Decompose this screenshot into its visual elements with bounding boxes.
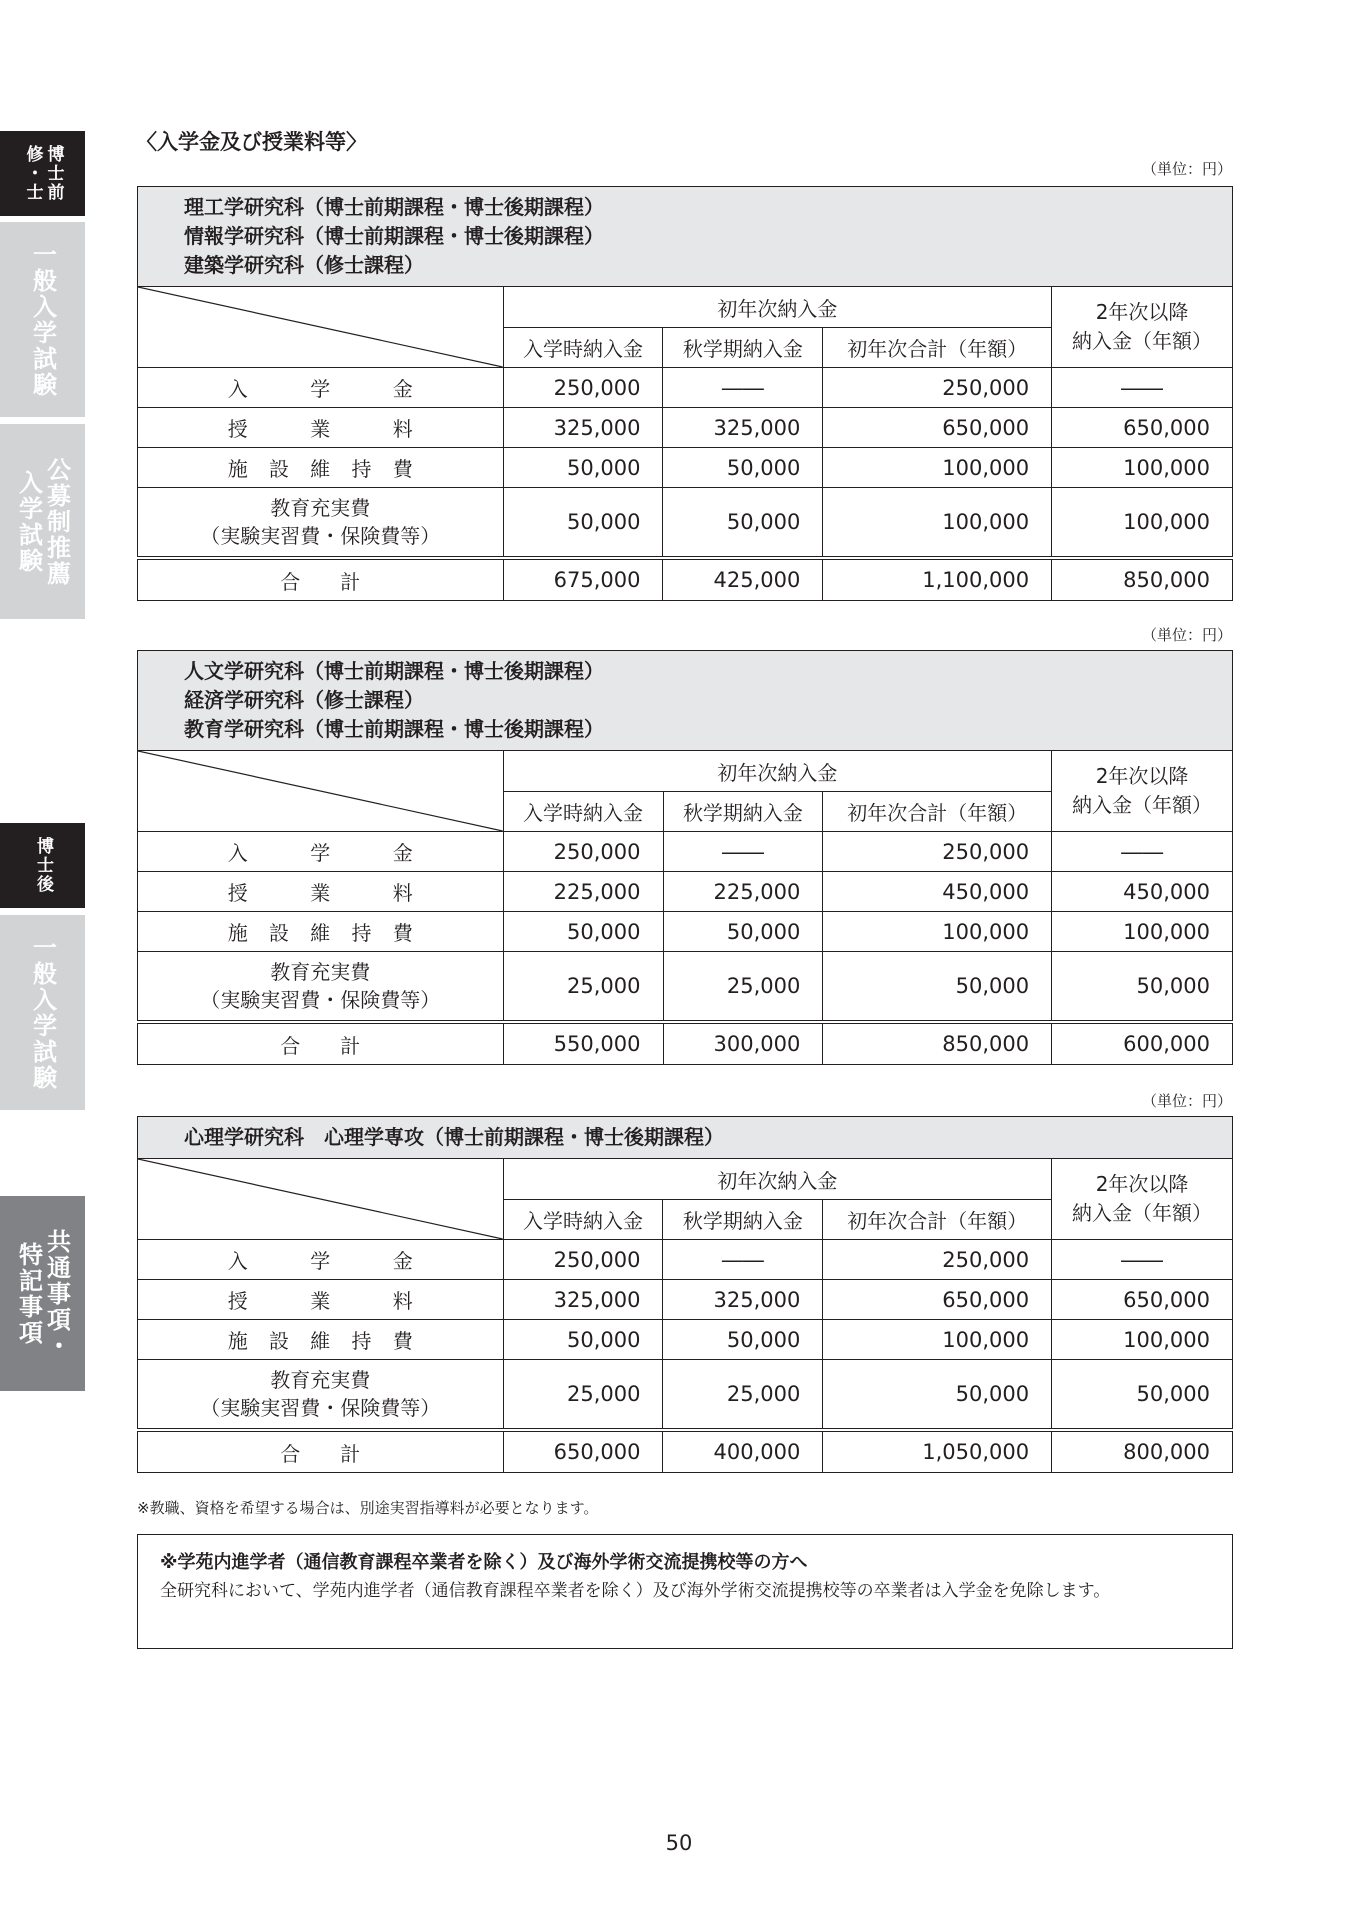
- cell-value: 250,000: [823, 832, 1052, 872]
- row-label: 合 計: [280, 1033, 361, 1058]
- row-entrance: [138, 832, 1233, 872]
- row-label: 施 設 維 持 費: [227, 921, 413, 945]
- row-entrance: [138, 1240, 1233, 1280]
- cell-value: ――: [1052, 832, 1233, 872]
- tab-label-col1: 博士前: [43, 145, 64, 202]
- page-number: 50: [665, 1831, 693, 1855]
- program-name: 情報学研究科（博士前期課程・博士後期課程）: [184, 224, 604, 248]
- notice-title: ※学苑内進学者（通信教育課程卒業者を除く）及び海外学術交流提携校等の方へ: [160, 1552, 808, 1573]
- cell-value: 50,000: [823, 1360, 1052, 1431]
- cell-value: 550,000: [503, 1022, 663, 1065]
- cell-value: 325,000: [503, 408, 663, 448]
- row-label: 入 学 金: [227, 1249, 413, 1273]
- program-names: [138, 1117, 1233, 1159]
- row-label: 教育充実費: [270, 960, 371, 984]
- cell-value: 50,000: [503, 488, 663, 559]
- row-sublabel: （実験実習費・保険費等）: [200, 524, 441, 548]
- diagonal-line: [138, 1159, 503, 1239]
- tab-recommendation-exam[interactable]: [0, 424, 85, 619]
- diagonal-corner-cell: [138, 1159, 504, 1240]
- program-header-row: [138, 187, 1233, 287]
- row-label: 授 業 料: [227, 417, 413, 441]
- row-education: [138, 952, 1233, 1023]
- cell-value: 450,000: [823, 872, 1052, 912]
- row-total: [138, 1022, 1233, 1065]
- cell-value: 250,000: [823, 368, 1052, 408]
- program-names: [138, 187, 1233, 287]
- admission-pay-header: 入学時納入金: [503, 1200, 663, 1240]
- tab-master-doctor-first[interactable]: [0, 131, 85, 216]
- cell-value: 100,000: [1052, 912, 1233, 952]
- row-education: [138, 488, 1233, 559]
- autumn-pay-header: 秋学期納入金: [663, 1200, 823, 1240]
- cell-value: 675,000: [503, 558, 663, 601]
- first-year-header: 初年次納入金: [503, 751, 1052, 792]
- cell-value: 100,000: [823, 448, 1052, 488]
- row-label: 施 設 維 持 費: [227, 457, 413, 481]
- after-second-year-header: [1052, 287, 1233, 368]
- admission-pay-header: 入学時納入金: [503, 792, 663, 832]
- after-header-line1: 2年次以降: [1095, 300, 1189, 324]
- cell-value: 50,000: [1052, 1360, 1233, 1431]
- notice-box: [137, 1534, 1233, 1649]
- row-label: 教育充実費: [270, 496, 371, 520]
- cell-value: 325,000: [663, 408, 823, 448]
- cell-value: 250,000: [503, 832, 663, 872]
- cell-value: 100,000: [1052, 448, 1233, 488]
- fee-table: [137, 186, 1233, 601]
- fee-table: [137, 650, 1233, 1065]
- cell-value: 100,000: [823, 912, 1052, 952]
- cell-value: 250,000: [503, 1240, 663, 1280]
- tab-label: 一般入学試験: [28, 934, 57, 1091]
- row-label: 授 業 料: [227, 881, 413, 905]
- row-label: 入 学 金: [227, 377, 413, 401]
- autumn-pay-header: 秋学期納入金: [663, 328, 823, 368]
- notice-body: 全研究科において、学苑内進学者（通信教育課程卒業者を除く）及び海外学術交流提携校等の卒業者は入学金を免除します。: [160, 1581, 1111, 1601]
- row-label: 入 学 金: [227, 841, 413, 865]
- after-second-year-header: [1052, 1159, 1233, 1240]
- cell-value: 225,000: [663, 872, 823, 912]
- row-label: 施 設 維 持 費: [227, 1329, 413, 1353]
- autumn-pay-header: 秋学期納入金: [663, 792, 823, 832]
- tab-label-col2: 特記事項: [14, 1241, 43, 1346]
- row-tuition: [138, 872, 1233, 912]
- cell-value: 100,000: [1052, 1320, 1233, 1360]
- row-entrance: [138, 368, 1233, 408]
- program-name: 教育学研究科（博士前期課程・博士後期課程）: [184, 717, 604, 741]
- cell-value: 325,000: [663, 1280, 823, 1320]
- cell-value: 400,000: [663, 1430, 823, 1473]
- row-sublabel: （実験実習費・保険費等）: [200, 988, 441, 1012]
- cell-value: 300,000: [663, 1022, 823, 1065]
- cell-value: ――: [663, 832, 823, 872]
- row-facility: [138, 1320, 1233, 1360]
- row-tuition: [138, 1280, 1233, 1320]
- cell-value: 650,000: [823, 1280, 1052, 1320]
- tab-label-col2: 入学試験: [14, 469, 43, 574]
- diagonal-corner-cell: [138, 751, 504, 832]
- fee-table: [137, 1116, 1233, 1473]
- admission-pay-header: 入学時納入金: [503, 328, 663, 368]
- cell-value: 50,000: [1052, 952, 1233, 1023]
- row-sublabel: （実験実習費・保険費等）: [200, 1396, 441, 1420]
- cell-value: 1,100,000: [823, 558, 1052, 601]
- first-year-total-header: 初年次合計（年額）: [823, 328, 1052, 368]
- program-name: 理工学研究科（博士前期課程・博士後期課程）: [184, 195, 604, 219]
- section-title: 〈入学金及び授業料等〉: [136, 130, 367, 154]
- footnote: ※教職、資格を希望する場合は、別途実習指導料が必要となります。: [137, 1499, 599, 1517]
- cell-value: 225,000: [503, 872, 663, 912]
- cell-value: 650,000: [503, 1430, 663, 1473]
- program-name: 心理学研究科 心理学専攻（博士前期課程・博士後期課程）: [184, 1125, 724, 1149]
- cell-value: 50,000: [503, 1320, 663, 1360]
- program-header-row: [138, 1117, 1233, 1159]
- row-label: 合 計: [280, 569, 361, 594]
- after-header-line1: 2年次以降: [1095, 1172, 1189, 1196]
- tab-general-exam-1[interactable]: [0, 222, 85, 417]
- first-year-header: 初年次納入金: [503, 1159, 1052, 1200]
- cell-value: 25,000: [663, 1360, 823, 1431]
- cell-value: 25,000: [503, 952, 663, 1023]
- row-label: 合 計: [280, 1441, 361, 1466]
- tab-label-col1: 公募制推薦: [42, 456, 71, 587]
- cell-value: ――: [663, 1240, 823, 1280]
- cell-value: 650,000: [1052, 1280, 1233, 1320]
- tab-doctor-later[interactable]: [0, 823, 85, 908]
- cell-value: 450,000: [1052, 872, 1233, 912]
- first-year-total-header: 初年次合計（年額）: [823, 1200, 1052, 1240]
- cell-value: 100,000: [823, 1320, 1052, 1360]
- row-facility: [138, 448, 1233, 488]
- cell-value: 250,000: [823, 1240, 1052, 1280]
- cell-value: 650,000: [1052, 408, 1233, 448]
- diagonal-line: [138, 287, 503, 367]
- tab-label: 一般入学試験: [28, 241, 57, 398]
- cell-value: 100,000: [1052, 488, 1233, 559]
- after-header-line2: 納入金（年額）: [1072, 1201, 1213, 1225]
- cell-value: 425,000: [663, 558, 823, 601]
- tab-common-notes[interactable]: [0, 1196, 85, 1391]
- unit-label: （単位：円）: [1141, 626, 1232, 644]
- cell-value: 50,000: [503, 448, 663, 488]
- tab-label: 博士後: [33, 837, 53, 894]
- program-name: 人文学研究科（博士前期課程・博士後期課程）: [184, 659, 604, 683]
- cell-value: 25,000: [503, 1360, 663, 1431]
- cell-value: 250,000: [503, 368, 663, 408]
- cell-value: 850,000: [1052, 558, 1233, 601]
- cell-value: 850,000: [823, 1022, 1052, 1065]
- unit-label: （単位：円）: [1141, 1092, 1232, 1110]
- row-total: [138, 558, 1233, 601]
- program-names: [138, 651, 1233, 751]
- cell-value: 50,000: [663, 1320, 823, 1360]
- cell-value: ――: [1052, 368, 1233, 408]
- cell-value: 325,000: [503, 1280, 663, 1320]
- cell-value: 50,000: [503, 912, 663, 952]
- first-year-header: 初年次納入金: [503, 287, 1052, 328]
- diagonal-line: [138, 751, 503, 831]
- tab-label-col2: 修・士: [22, 145, 43, 202]
- row-total: [138, 1430, 1233, 1473]
- first-year-total-header: 初年次合計（年額）: [823, 792, 1052, 832]
- cell-value: 50,000: [663, 448, 823, 488]
- cell-value: 50,000: [663, 488, 823, 559]
- after-header-line2: 納入金（年額）: [1072, 793, 1213, 817]
- after-header-line2: 納入金（年額）: [1072, 329, 1213, 353]
- cell-value: 1,050,000: [823, 1430, 1052, 1473]
- cell-value: ――: [663, 368, 823, 408]
- row-education: [138, 1360, 1233, 1431]
- tab-label-col1: 共通事項・: [42, 1228, 71, 1359]
- cell-value: 600,000: [1052, 1022, 1233, 1065]
- row-tuition: [138, 408, 1233, 448]
- cell-value: 50,000: [663, 912, 823, 952]
- row-label: 授 業 料: [227, 1289, 413, 1313]
- after-second-year-header: [1052, 751, 1233, 832]
- cell-value: 100,000: [823, 488, 1052, 559]
- cell-value: 25,000: [663, 952, 823, 1023]
- cell-value: ――: [1052, 1240, 1233, 1280]
- unit-label: （単位：円）: [1141, 160, 1232, 178]
- diagonal-corner-cell: [138, 287, 504, 368]
- program-name: 経済学研究科（修士課程）: [184, 688, 424, 712]
- after-header-line1: 2年次以降: [1095, 764, 1189, 788]
- row-facility: [138, 912, 1233, 952]
- program-header-row: [138, 651, 1233, 751]
- cell-value: 800,000: [1052, 1430, 1233, 1473]
- row-label: 教育充実費: [270, 1368, 371, 1392]
- program-name: 建築学研究科（修士課程）: [184, 253, 424, 277]
- cell-value: 50,000: [823, 952, 1052, 1023]
- tab-general-exam-2[interactable]: [0, 915, 85, 1110]
- cell-value: 650,000: [823, 408, 1052, 448]
